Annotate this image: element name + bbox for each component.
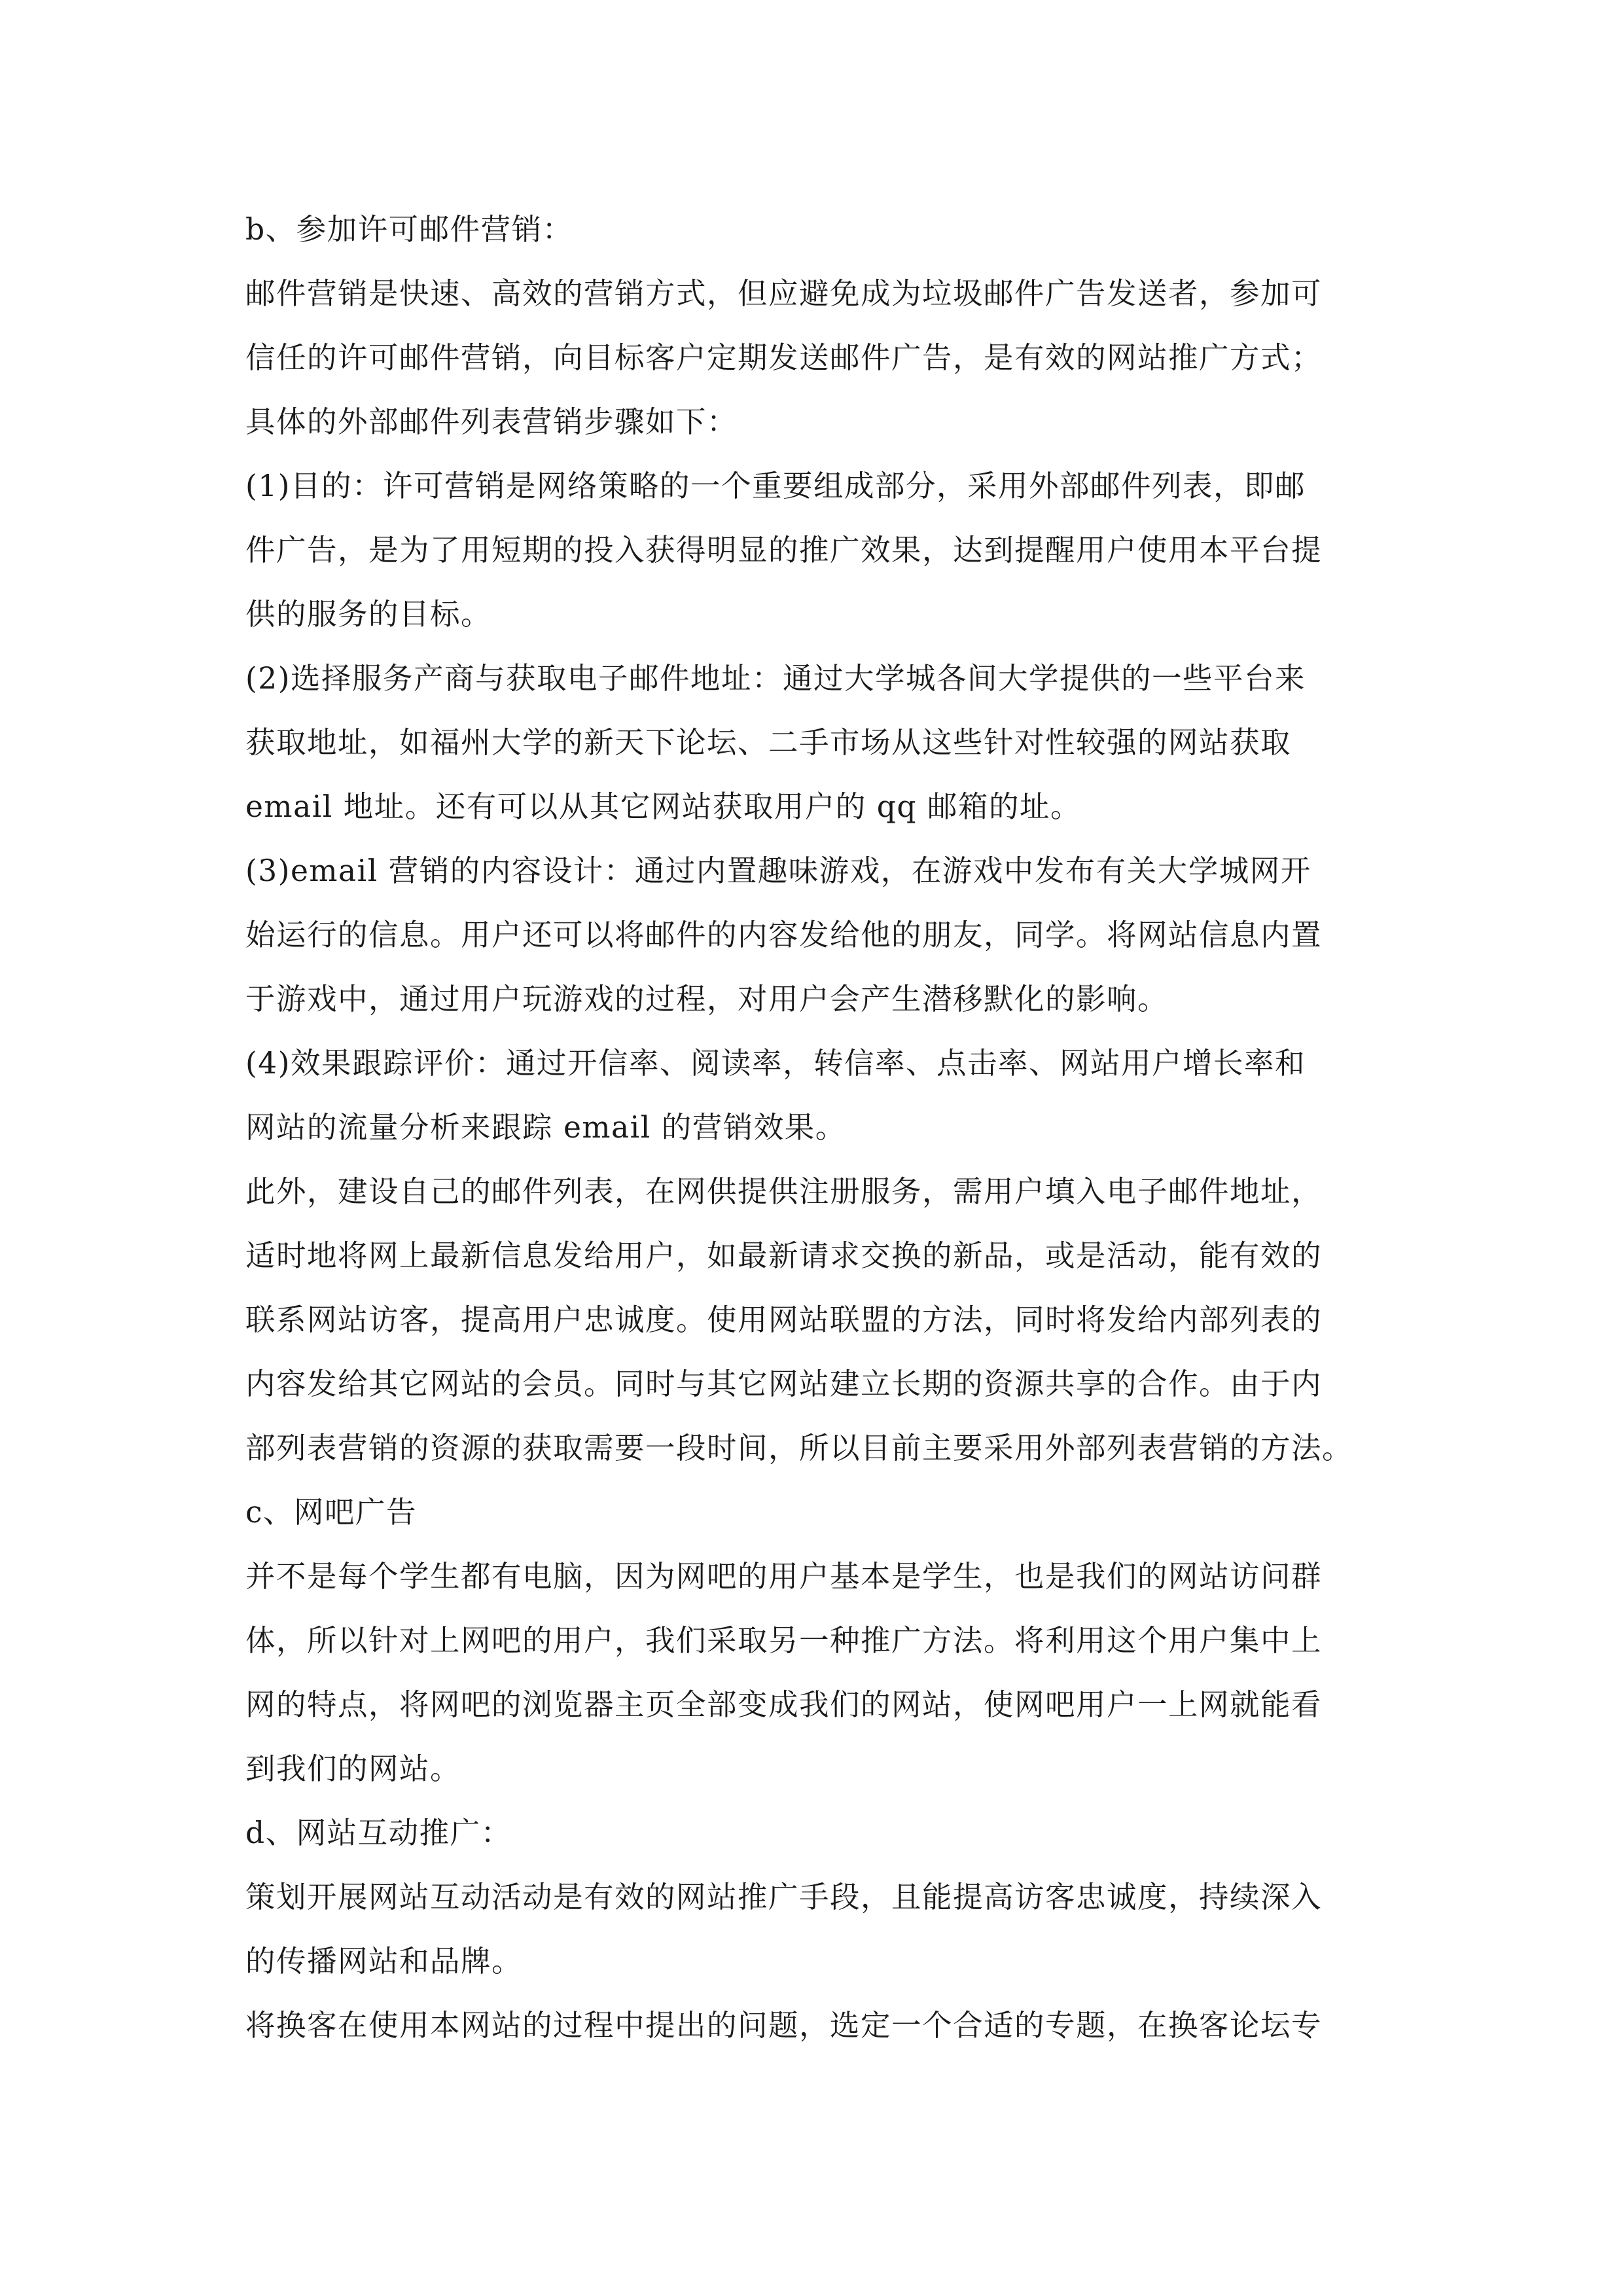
- text-line: 获取地址，如福州大学的新天下论坛、二手市场从这些针对性较强的网站获取: [245, 725, 1292, 760]
- text-line: 始运行的信息。用户还可以将邮件的内容发给他的朋友，同学。将网站信息内置: [245, 918, 1323, 952]
- text-line: 网站的流量分析来跟踪 email 的营销效果。: [245, 1110, 846, 1145]
- list-item-2-provider: (2)选择服务产商与获取电子邮件地址：通过大学城各间大学提供的一些平台来: [245, 661, 1306, 696]
- text-line: 供的服务的目标。: [245, 597, 492, 632]
- text-line: 到我们的网站。: [245, 1751, 461, 1786]
- text-line: email 地址。还有可以从其它网站获取用户的 qq 邮箱的址。: [245, 789, 1081, 824]
- text-line: 体，所以针对上网吧的用户，我们采取另一种推广方法。将利用这个用户集中上: [245, 1623, 1323, 1658]
- list-item-3-content-design: (3)email 营销的内容设计：通过内置趣味游戏，在游戏中发布有关大学城网开: [245, 853, 1311, 888]
- list-item-1-purpose: (1)目的：许可营销是网络策略的一个重要组成部分，采用外部邮件列表，即邮: [245, 469, 1306, 503]
- list-item-4-tracking: (4)效果跟踪评价：通过开信率、阅读率，转信率、点击率、网站用户增长率和: [245, 1046, 1306, 1081]
- text-line: 信任的许可邮件营销，向目标客户定期发送邮件广告，是有效的网站推广方式；: [245, 340, 1323, 375]
- heading-b-permission-email: b、参加许可邮件营销：: [245, 212, 573, 247]
- text-line: 内容发给其它网站的会员。同时与其它网站建立长期的资源共享的合作。由于内: [245, 1367, 1323, 1401]
- text-line: 策划开展网站互动活动是有效的网站推广手段，且能提高访客忠诚度，持续深入: [245, 1880, 1323, 1914]
- text-line: 联系网站访客，提高用户忠诚度。使用网站联盟的方法，同时将发给内部列表的: [245, 1302, 1323, 1337]
- text-line: 部列表营销的资源的获取需要一段时间，所以目前主要采用外部列表营销的方法。: [245, 1431, 1353, 1465]
- text-line: 网的特点，将网吧的浏览器主页全部变成我们的网站，使网吧用户一上网就能看: [245, 1687, 1323, 1722]
- text-line: 件广告，是为了用短期的投入获得明显的推广效果，达到提醒用户使用本平台提: [245, 533, 1323, 567]
- text-line: 并不是每个学生都有电脑，因为网吧的用户基本是学生，也是我们的网站访问群: [245, 1559, 1323, 1594]
- heading-c-internet-cafe-ads: c、网吧广告: [245, 1495, 417, 1530]
- text-line: 此外，建设自己的邮件列表，在网供提供注册服务，需用户填入电子邮件地址，: [245, 1174, 1323, 1209]
- text-line: 邮件营销是快速、高效的营销方式，但应避免成为垃圾邮件广告发送者，参加可: [245, 276, 1323, 311]
- text-line: 于游戏中，通过用户玩游戏的过程，对用户会产生潜移默化的影响。: [245, 982, 1169, 1016]
- text-line: 将换客在使用本网站的过程中提出的问题，选定一个合适的专题，在换客论坛专: [245, 2008, 1323, 2043]
- text-line: 的传播网站和品牌。: [245, 1944, 523, 1979]
- text-line: 具体的外部邮件列表营销步骤如下：: [245, 404, 738, 439]
- heading-d-interactive-promotion: d、网站互动推广：: [245, 1816, 512, 1850]
- document-body: [245, 198, 1384, 2058]
- text-line: 适时地将网上最新信息发给用户，如最新请求交换的新品，或是活动，能有效的: [245, 1238, 1323, 1273]
